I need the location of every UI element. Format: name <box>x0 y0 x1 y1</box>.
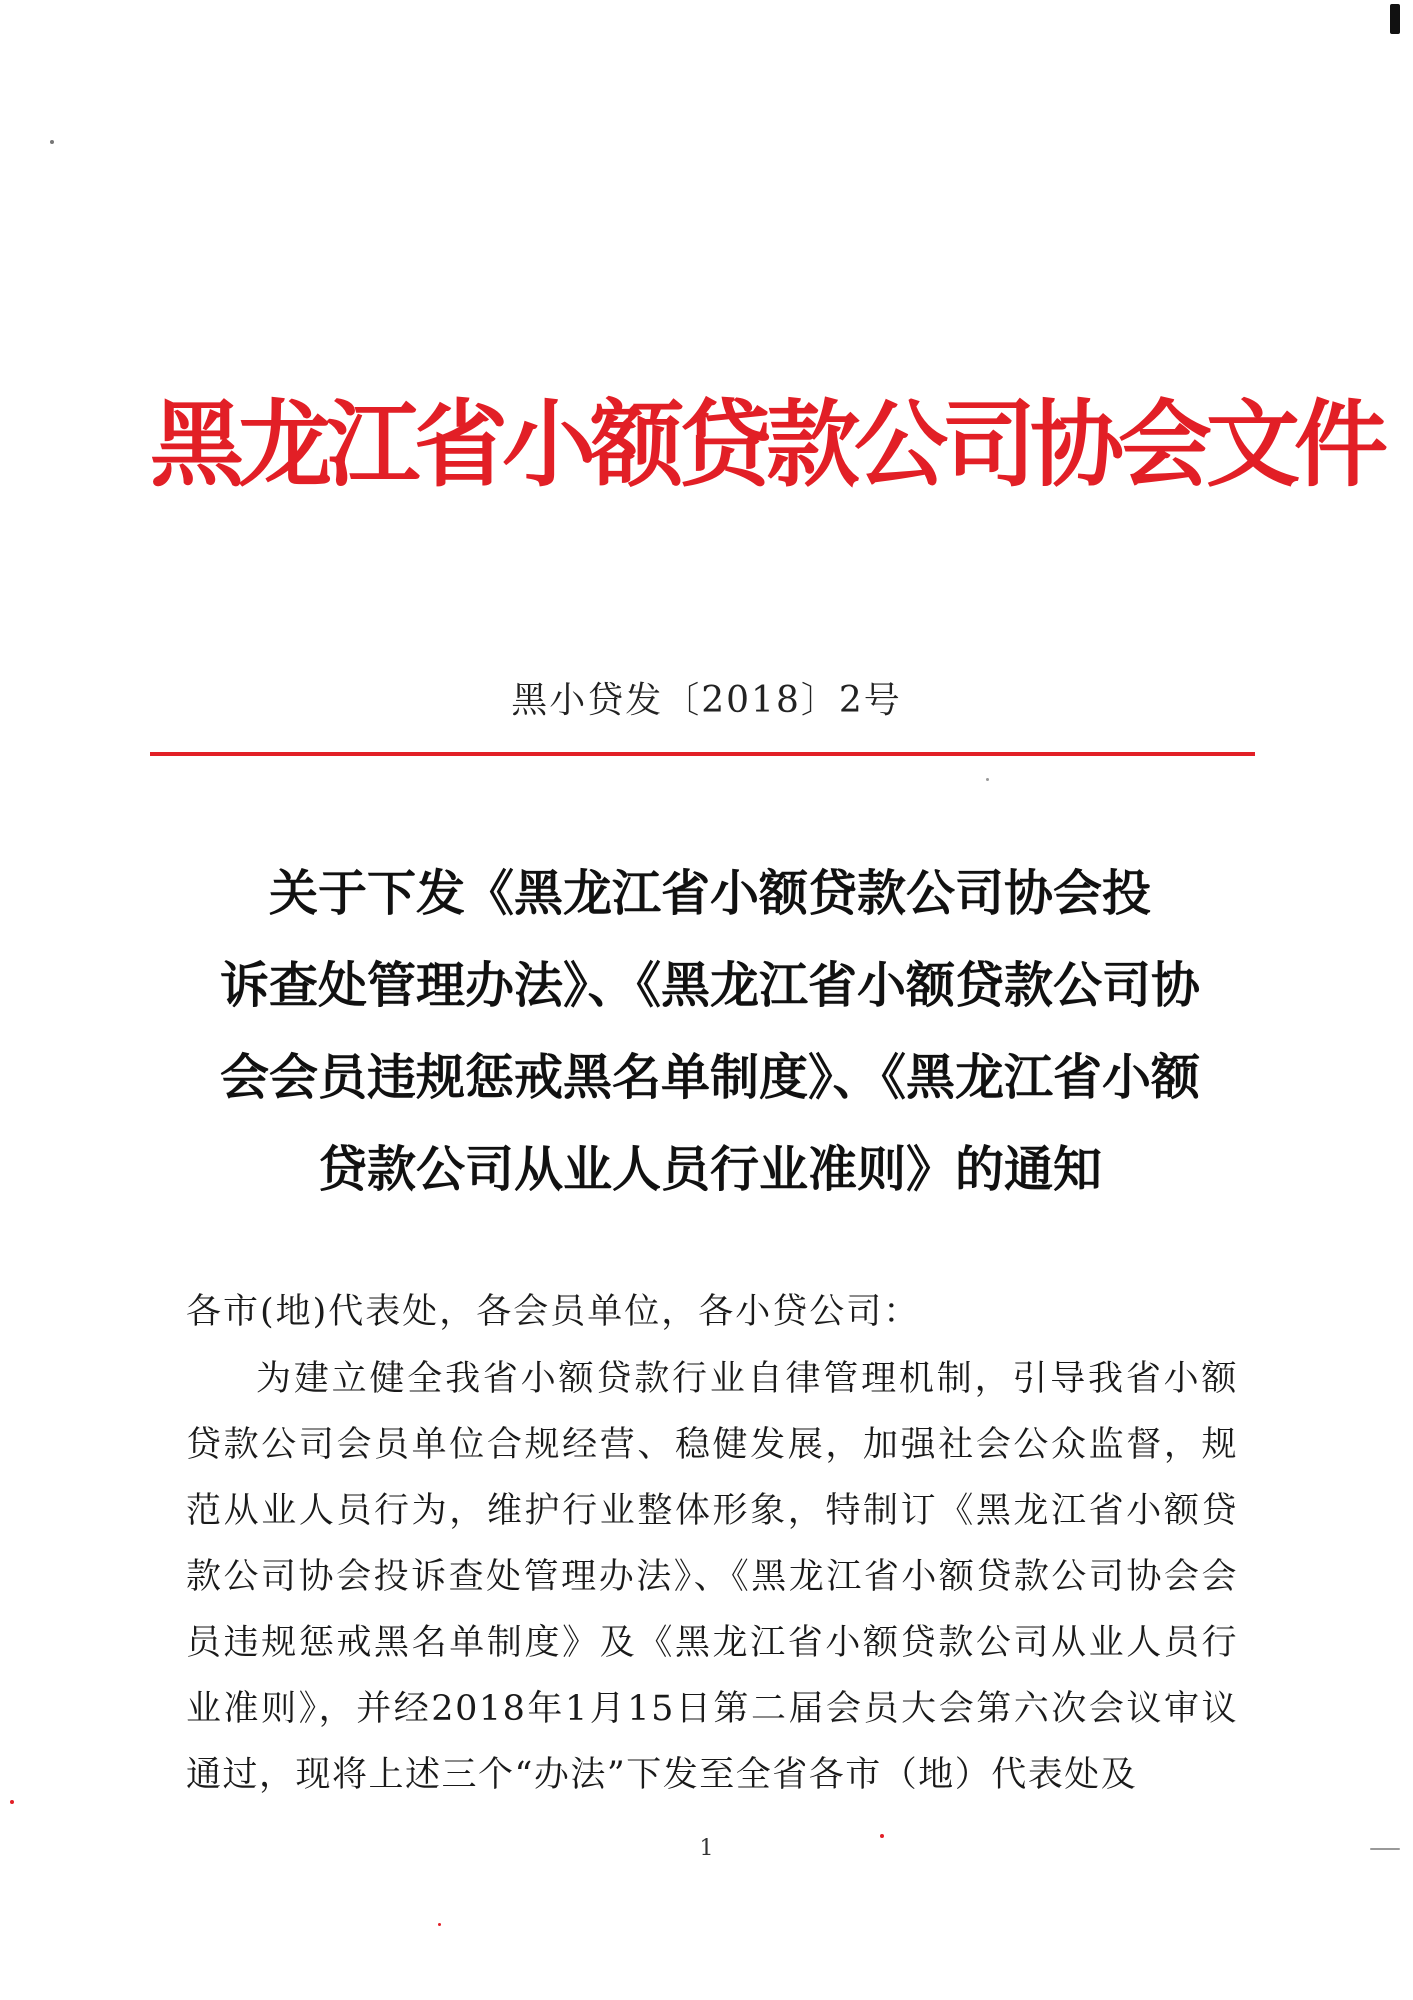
notice-title <box>170 848 1250 1216</box>
body-paragraph: 为建立健全我省小额贷款行业自律管理机制，引导我省小额贷款公司会员单位合规经营、稳健发展，加强社会公众监督，规范从业人员行为，维护行业整体形象，特制订《黑龙江省小额贷款公司协会投诉查处管理办法》、《黑龙江省小额贷款公司协会会员违规惩戒黑名单制度》及《黑龙江省小额贷款公司从业人员行业准则》，并经2018年1月15日第二届会员大会第六次会议审议通过，现将上述三个“办法”下发至全省各市（地）代表处及 <box>186 1359 1238 1795</box>
scan-speck <box>50 140 54 144</box>
scan-speck <box>986 778 989 781</box>
notice-title-line: 会会员违规惩戒黑名单制度》、《黑龙江省小额 <box>219 1049 1200 1106</box>
document-number: 黑小贷发〔2018〕2号 <box>511 680 902 721</box>
scan-speck <box>880 1834 884 1838</box>
header-title: 黑龙江省小额贷款公司协会文件 <box>150 390 1383 500</box>
notice-title-line: 关于下发《黑龙江省小额贷款公司协会投 <box>268 865 1151 922</box>
addressee-line: 各市(地)代表处，各会员单位，各小贷公司： <box>186 1292 921 1332</box>
page-number: 1 <box>699 1836 714 1861</box>
red-divider-line <box>150 752 1255 756</box>
notice-title-line: 诉查处管理办法》、《黑龙江省小额贷款公司协 <box>219 957 1200 1014</box>
scan-speck <box>1390 4 1400 34</box>
scan-speck <box>10 1800 14 1804</box>
scan-speck <box>1370 1848 1400 1850</box>
scan-speck <box>438 1923 441 1926</box>
notice-title-line: 贷款公司从业人员行业准则》的通知 <box>317 1141 1102 1198</box>
